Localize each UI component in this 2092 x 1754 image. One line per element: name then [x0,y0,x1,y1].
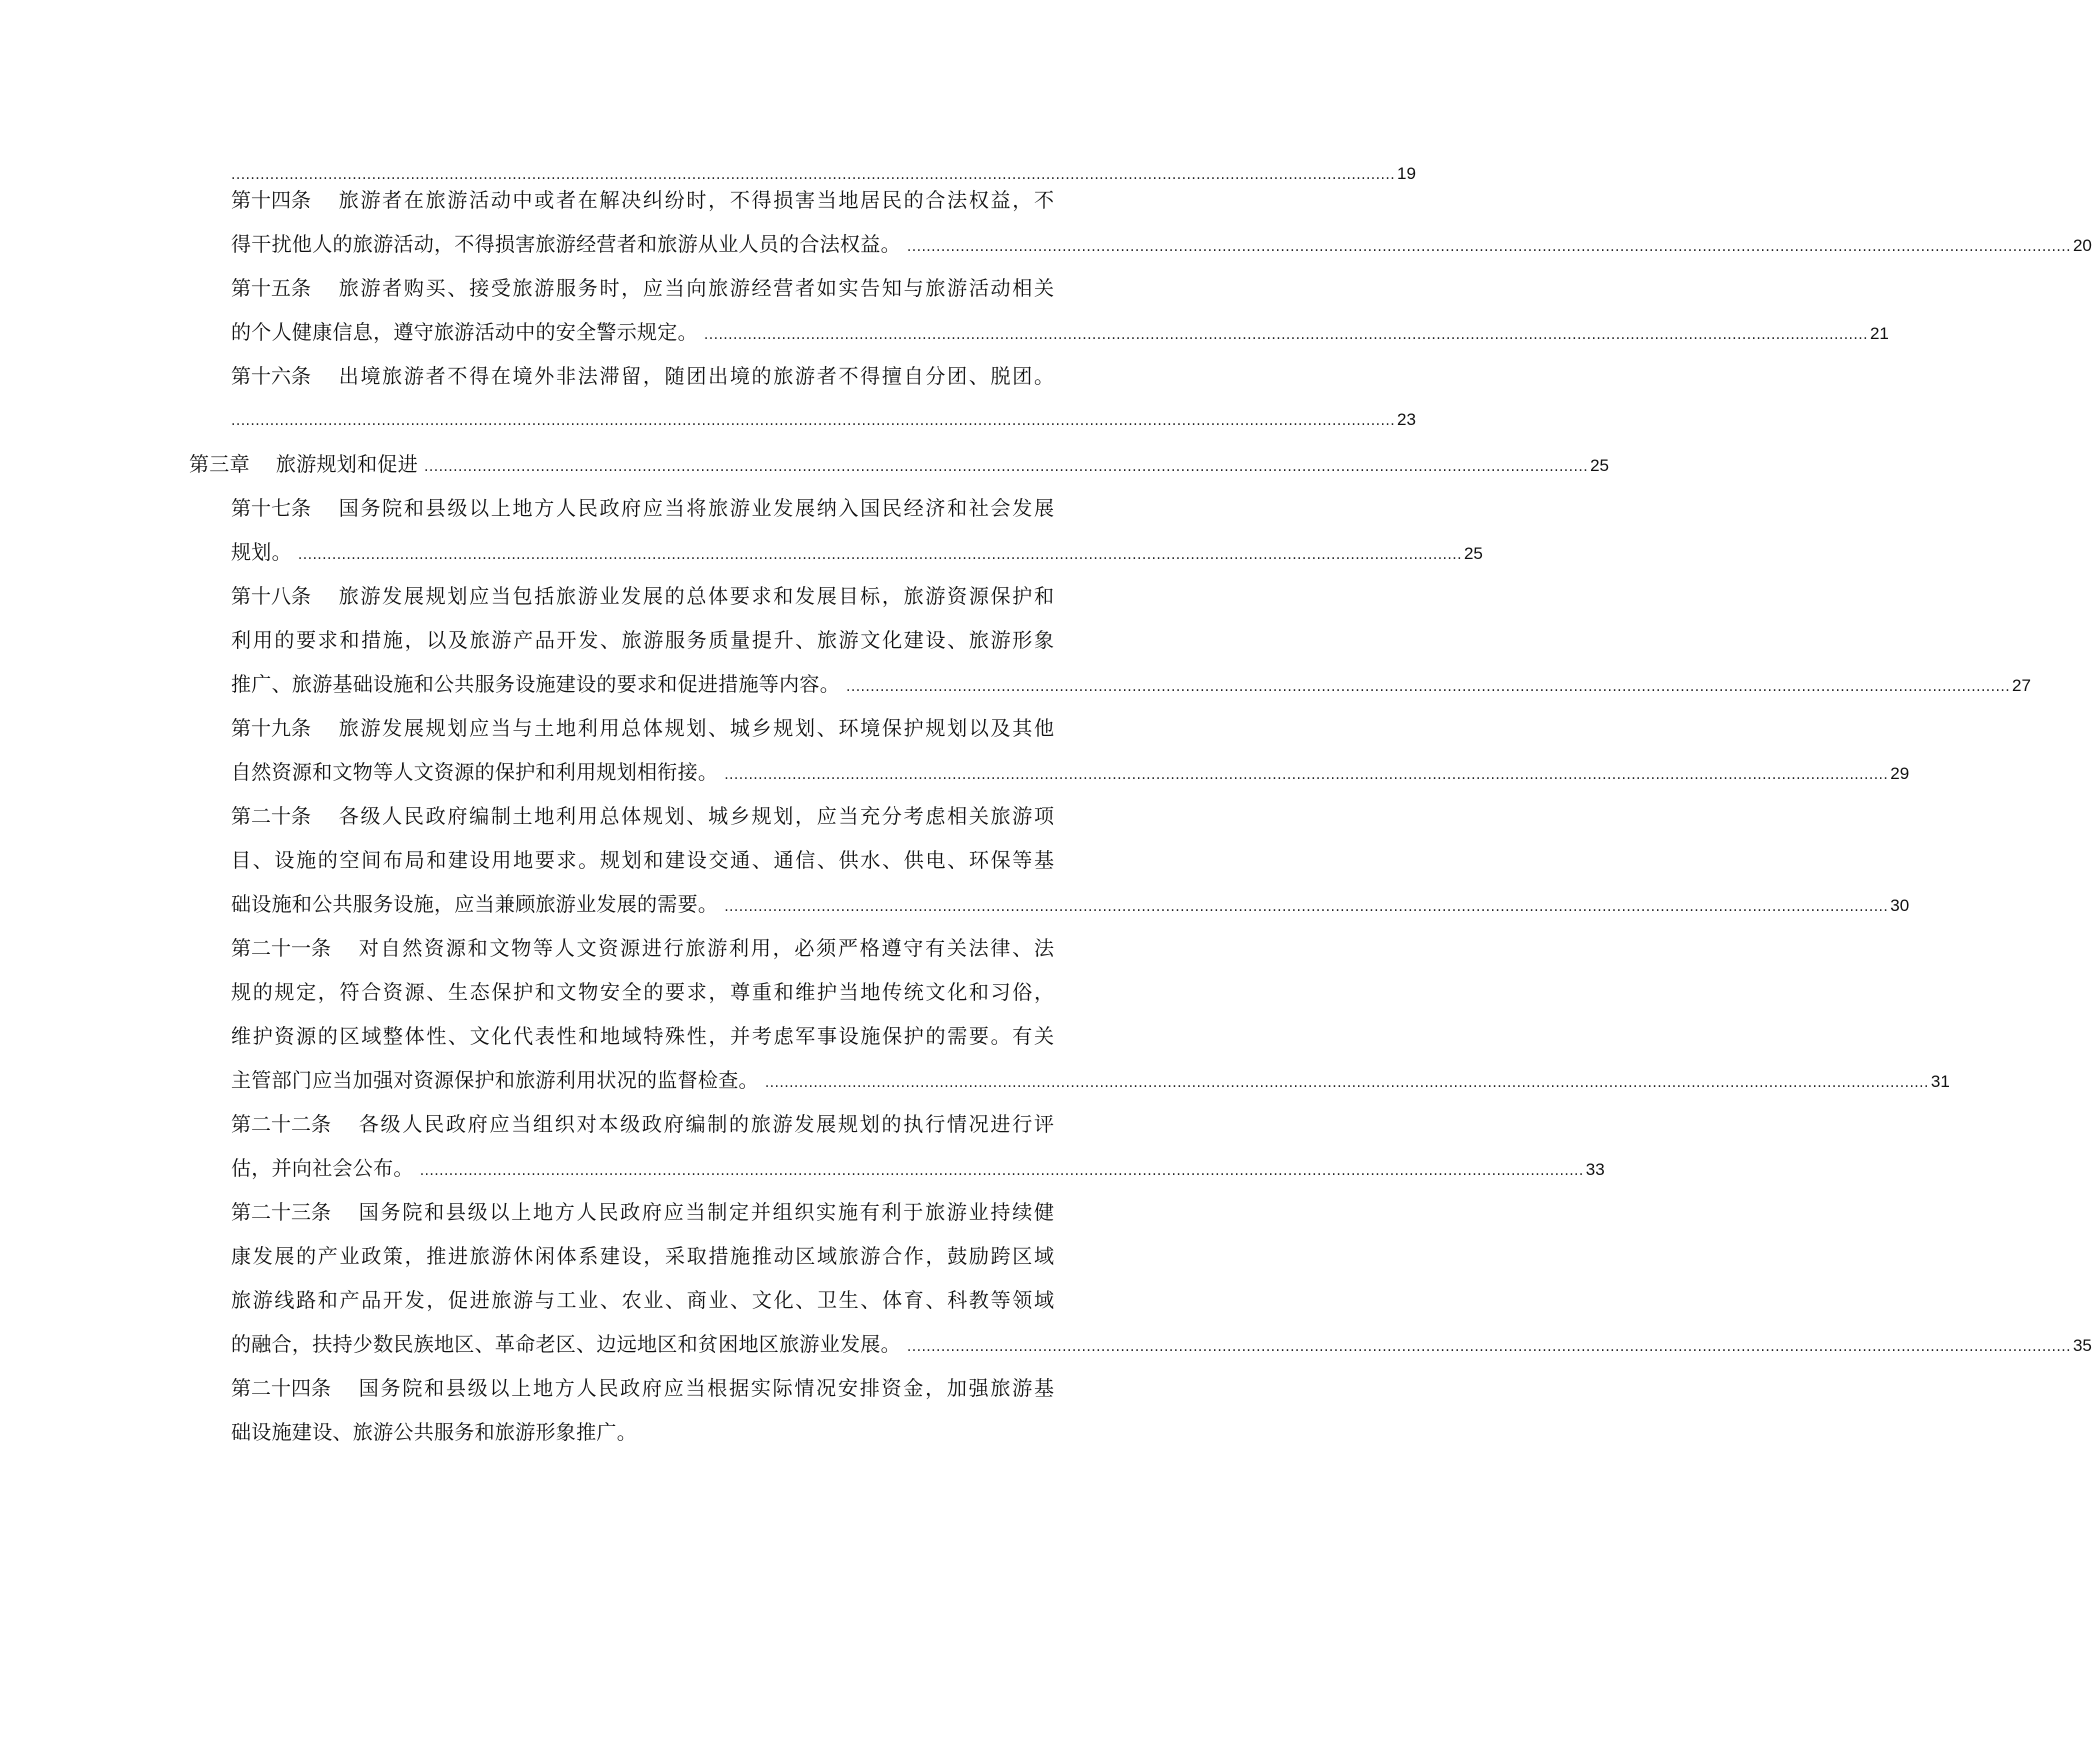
article-label: 第二十三条 [231,1200,331,1224]
toc-entry-article-21[interactable] [231,931,1054,965]
toc-entry-text: 第十八条 旅游发展规划应当包括旅游业发展的总体要求和发展目标，旅游资源保护和 [231,579,1054,613]
toc-entry-line[interactable] [231,403,1416,437]
page-number: 25 [1590,456,1609,475]
chapter-title: 旅游规划和促进 [275,452,419,476]
toc-entry-text: 利用的要求和措施，以及旅游产品开发、旅游服务质量提升、旅游文化建设、旅游形象 [231,628,1054,652]
toc-entry-text: 础设施建设、旅游公共服务和旅游形象推广。 [231,1420,637,1444]
article-label: 第二十二条 [231,1112,331,1136]
chapter-label: 第三章 [189,452,250,476]
toc-entry-text: 的融合，扶持少数民族地区、革命老区、边远地区和贫困地区旅游业发展。 [231,1332,901,1356]
toc-entry-text [189,447,418,481]
toc-entry-line[interactable] [231,227,2092,261]
toc-entry-text: 第十七条 国务院和县级以上地方人民政府应当将旅游业发展纳入国民经济和社会发展 [231,491,1054,525]
dot-leader: ................................................................................................................................................................................................................................................ [419,1163,1584,1179]
toc-entry-article-17[interactable] [231,491,1054,525]
dot-leader: ................................................................................................................................................................................................................................................ [906,1339,2071,1355]
toc-entry-line[interactable] [231,315,1889,349]
page-number: 21 [1869,324,1889,343]
toc-entry-text: 础设施和公共服务设施，应当兼顾旅游业发展的需要。 [231,892,719,916]
toc-entry-line[interactable] [231,1063,1950,1097]
article-label: 第十五条 [231,276,311,300]
toc-entry-text: 目、设施的空间布局和建设用地要求。规划和建设交通、通信、供水、供电、环保等基 [231,848,1054,872]
page-number: 23 [1397,410,1416,429]
toc-entry-line[interactable] [231,755,1910,789]
toc-entry-line[interactable] [231,623,1054,657]
dot-leader: ................................................................................................................................................................................................................................................ [724,767,1889,783]
toc-entry-text: 第二十二条 各级人民政府应当组织对本级政府编制的旅游发展规划的执行情况进行评 [231,1107,1054,1141]
toc-entry-line[interactable] [231,1019,1054,1053]
toc-entry-article-16[interactable] [231,359,1054,393]
dot-leader: ................................................................................................................................................................................................................................................ [764,1075,1929,1091]
page-number: 20 [2072,236,2092,255]
toc-entry-text: 第二十三条 国务院和县级以上地方人民政府应当制定并组织实施有利于旅游业持续健 [231,1195,1054,1229]
toc-entry-line[interactable] [231,1151,1605,1185]
toc-entry-text: 第二十四条 国务院和县级以上地方人民政府应当根据实际情况安排资金，加强旅游基 [231,1371,1054,1405]
toc-entry-text: 的个人健康信息，遵守旅游活动中的安全警示规定。 [231,320,698,344]
toc-entry-text: 规的规定，符合资源、生态保护和文物安全的要求，尊重和维护当地传统文化和习俗， [231,980,1054,1004]
toc-entry-line[interactable] [231,1415,1054,1449]
article-label: 第十七条 [231,496,311,520]
toc-entry-line[interactable] [231,887,1910,921]
page-number: 30 [1890,896,1910,915]
page-number: 31 [1930,1072,1950,1091]
page-number: 35 [2072,1336,2092,1355]
page-number: 33 [1585,1160,1605,1179]
toc-entry-text: 第二十条 各级人民政府编制土地利用总体规划、城乡规划，应当充分考虑相关旅游项 [231,799,1054,833]
toc-entry-text: 康发展的产业政策，推进旅游休闲体系建设，采取措施推动区域旅游合作，鼓励跨区域 [231,1244,1054,1268]
page-number: 25 [1463,544,1483,563]
toc-entry-line[interactable] [231,535,1483,569]
toc-entry-article-23[interactable] [231,1195,1054,1229]
toc-entry-article-14[interactable] [231,183,1054,217]
toc-entry-text: 维护资源的区域整体性、文化代表性和地域特殊性，并考虑军事设施保护的需要。有关 [231,1024,1054,1048]
toc-entry-text: 旅游线路和产品开发，促进旅游与工业、农业、商业、文化、卫生、体育、科教等领域 [231,1288,1054,1312]
dot-leader: ................................................................................................................................................................................................................................................ [231,167,1396,183]
toc-entry-line[interactable] [231,1327,2092,1361]
toc-entry-line[interactable] [231,975,1054,1009]
toc-entry-text: 主管部门应当加强对资源保护和旅游利用状况的监督检查。 [231,1068,759,1092]
toc-entry-text: 第十六条 出境旅游者不得在境外非法滞留，随团出境的旅游者不得擅自分团、脱团。 [231,359,1054,393]
dot-leader: ................................................................................................................................................................................................................................................ [297,547,1462,563]
toc-entry-text: 第十五条 旅游者购买、接受旅游服务时，应当向旅游经营者如实告知与旅游活动相关 [231,271,1054,305]
toc-entry-chapter-3[interactable] [189,447,1609,481]
toc-entry-article-15[interactable] [231,271,1054,305]
article-label: 第二十一条 [231,936,331,960]
page-number: 27 [2012,676,2031,695]
dot-leader: ................................................................................................................................................................................................................................................ [724,899,1889,915]
toc-entry-line[interactable] [231,843,1054,877]
toc-entry-article-18[interactable] [231,579,1054,613]
dot-leader: ................................................................................................................................................................................................................................................ [846,679,2011,695]
article-label: 第二十条 [231,804,311,828]
article-label: 第二十四条 [231,1376,331,1400]
toc-entry-line[interactable] [231,1283,1054,1317]
toc-entry-text: 推广、旅游基础设施和公共服务设施建设的要求和促进措施等内容。 [231,672,840,696]
toc-entry-text: 规划。 [231,540,292,564]
dot-leader: ................................................................................................................................................................................................................................................ [424,459,1589,475]
toc-entry-article-24[interactable] [231,1371,1054,1405]
page-number: 29 [1890,764,1910,783]
toc-entry-line[interactable] [231,1239,1054,1273]
article-label: 第十六条 [231,364,311,388]
toc-entry-article-19[interactable] [231,711,1054,745]
toc-entry-text: 第十四条 旅游者在旅游活动中或者在解决纠纷时，不得损害当地居民的合法权益，不 [231,183,1054,217]
toc-entry-text: 估，并向社会公布。 [231,1156,414,1180]
toc-entry-text: 第十九条 旅游发展规划应当与土地利用总体规划、城乡规划、环境保护规划以及其他 [231,711,1054,745]
article-label: 第十九条 [231,716,311,740]
toc-entry-article-20[interactable] [231,799,1054,833]
toc-entry-article-22[interactable] [231,1107,1054,1141]
toc-entry-text: 第二十一条 对自然资源和文物等人文资源进行旅游利用，必须严格遵守有关法律、法 [231,931,1054,965]
toc-entry-text: 得干扰他人的旅游活动，不得损害旅游经营者和旅游从业人员的合法权益。 [231,232,901,256]
dot-leader: ................................................................................................................................................................................................................................................ [231,413,1396,429]
toc-entry-line[interactable] [231,667,2031,701]
dot-leader: ................................................................................................................................................................................................................................................ [906,239,2071,255]
dot-leader: ................................................................................................................................................................................................................................................ [703,327,1868,343]
toc-entry-text: 自然资源和文物等人文资源的保护和利用规划相衔接。 [231,760,719,784]
page-number: 19 [1397,164,1416,183]
article-label: 第十四条 [231,188,311,212]
article-label: 第十八条 [231,584,311,608]
